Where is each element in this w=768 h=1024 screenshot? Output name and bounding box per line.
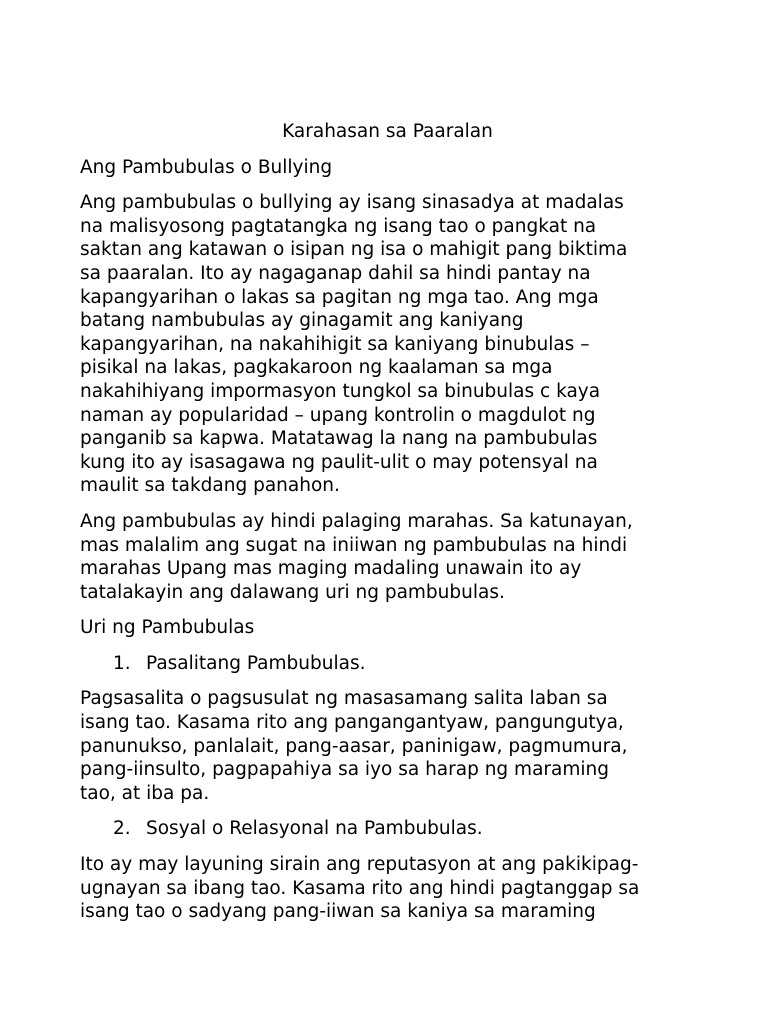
text-line: sa paaralan. Ito ay nagaganap dahil sa hindi pantay na	[80, 262, 591, 284]
paragraph-verbal	[80, 687, 695, 805]
text-line: mas malalim ang sugat na iniiwan ng pambubulas na hindi	[80, 534, 628, 556]
section-heading: Uri ng Pambubulas	[80, 617, 255, 639]
paragraph-social	[80, 853, 695, 924]
list-number: 2.	[113, 818, 131, 840]
text-line: batang nambubulas ay ginagamit ang kaniyang	[80, 310, 524, 332]
text-line: kung ito ay isasagawa ng paulit-ulit o may potensyal na	[80, 451, 598, 473]
list-item-social	[80, 817, 695, 841]
paragraph-definition	[80, 191, 695, 498]
text-line: saktan ang katawan o isipan ng isa o mahigit pang biktima	[80, 239, 628, 261]
text-line: kapangyarihan, na nakahihigit sa kaniyang binubulas –	[80, 333, 590, 355]
text-line: na malisyosong pagtatangka ng isang tao o pangkat na	[80, 215, 597, 237]
text-line: nakahihiyang impormasyon tungkol sa binubulas c kaya	[80, 380, 601, 402]
text-line: tatalakayin ang dalawang uri ng pambubulas.	[80, 581, 505, 603]
text-line: pang-iinsulto, pagpapahiya sa iyo sa harap ng maraming	[80, 759, 609, 781]
text-line: kapangyarihan o lakas sa pagitan ng mga tao. Ang mga	[80, 286, 599, 308]
document-subtitle: Ang Pambubulas o Bullying	[80, 156, 333, 178]
list-item-verbal	[80, 652, 695, 676]
text-line: isang tao. Kasama rito ang pangangantyaw, pangungutya,	[80, 712, 624, 734]
text-line: panunukso, panlalait, pang-aasar, paninigaw, pagmumura,	[80, 735, 628, 757]
list-label: Pasalitang Pambubulas.	[146, 652, 366, 674]
text-line: Ang pambubulas o bullying ay isang sinasadya at madalas	[80, 192, 624, 214]
text-line: tao, at iba pa.	[80, 782, 210, 804]
list-label: Sosyal o Relasyonal na Pambubulas.	[146, 818, 483, 840]
text-line: naman ay popularidad – upang kontrolin o magdulot ng	[80, 404, 596, 426]
text-line: marahas Upang mas maging madaling unawain ito ay	[80, 558, 582, 580]
text-line: Pagsasalita o pagsusulat ng masasamang salita laban sa	[80, 688, 608, 710]
list-number: 1.	[113, 652, 131, 674]
text-line: ugnayan sa ibang tao. Kasama rito ang hindi pagtanggap sa	[80, 877, 640, 899]
text-line: pisikal na lakas, pagkakaroon ng kaalaman sa mga	[80, 357, 553, 379]
text-line: Ang pambubulas ay hindi palaging marahas. Sa katunayan,	[80, 510, 633, 532]
text-line: maulit sa takdang panahon.	[80, 475, 340, 497]
text-line: panganib sa kapwa. Matatawag la nang na pambubulas	[80, 428, 598, 450]
text-line: isang tao o sadyang pang-iiwan sa kaniya sa maraming	[80, 901, 596, 923]
document-page	[80, 120, 695, 936]
paragraph-nonviolent	[80, 510, 695, 604]
document-title: Karahasan sa Paaralan	[282, 121, 493, 142]
text-line: Ito ay may layuning sirain ang reputasyon at ang pakikipag-	[80, 854, 639, 876]
